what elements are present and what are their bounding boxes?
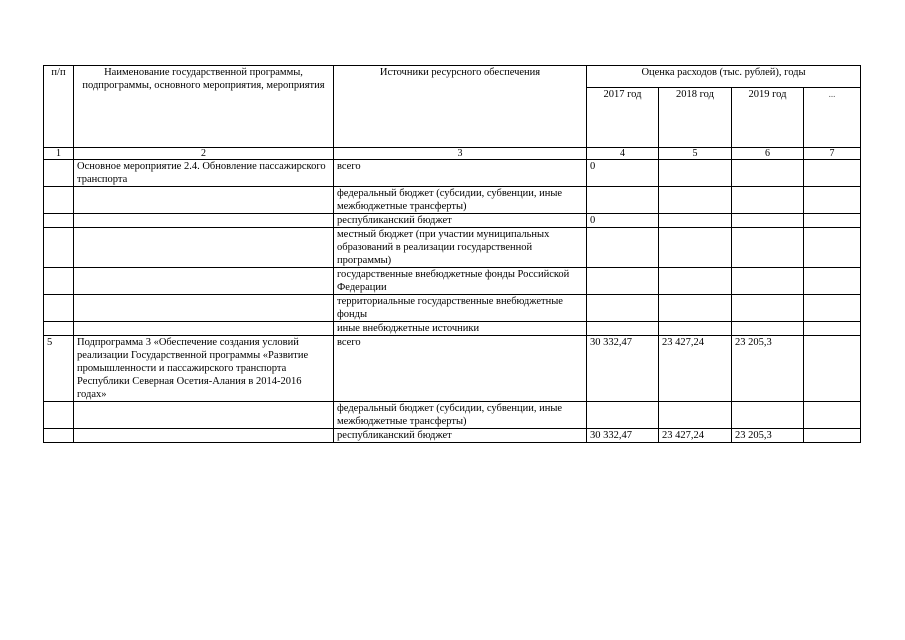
row-value-2019: [732, 402, 804, 429]
row-value-2019: [732, 322, 804, 336]
row-value-2017: [587, 295, 659, 322]
row-value-2018: [659, 214, 732, 228]
row-value-more: [804, 214, 861, 228]
row-value-2018: [659, 160, 732, 187]
row-value-2019: 23 205,3: [732, 336, 804, 402]
header-year-2017: 2017 год: [587, 88, 659, 148]
row-source: государственные внебюджетные фонды Российской Федерации: [334, 268, 587, 295]
row-value-2019: [732, 214, 804, 228]
header-row-1: [44, 66, 861, 88]
row-value-2017: 30 332,47: [587, 429, 659, 443]
row-name: [74, 228, 334, 268]
row-value-2019: [732, 160, 804, 187]
row-num: 5: [44, 336, 74, 402]
budget-table: [43, 65, 861, 443]
row-value-more: [804, 295, 861, 322]
row-source: федеральный бюджет (субсидии, субвенции, иные межбюджетные трансферты): [334, 402, 587, 429]
row-value-more: [804, 402, 861, 429]
row-value-2018: [659, 295, 732, 322]
row-name: [74, 187, 334, 214]
header-year-more: ...: [804, 88, 861, 148]
header-year-2019: 2019 год: [732, 88, 804, 148]
header-estimate: Оценка расходов (тыс. рублей), годы: [587, 66, 861, 88]
header-year-2018: 2018 год: [659, 88, 732, 148]
row-value-2018: 23 427,24: [659, 429, 732, 443]
row-value-2017: 0: [587, 214, 659, 228]
row-value-2019: [732, 187, 804, 214]
header-num: п/п: [44, 66, 74, 148]
table-row: [44, 160, 861, 187]
column-number: 6: [732, 148, 804, 160]
row-name: Основное мероприятие 2.4. Обновление пассажирского транспорта: [74, 160, 334, 187]
header-sources: Источники ресурсного обеспечения: [334, 66, 587, 148]
row-num: [44, 160, 74, 187]
column-number: 1: [44, 148, 74, 160]
row-source: федеральный бюджет (субсидии, субвенции, иные межбюджетные трансферты): [334, 187, 587, 214]
row-value-2017: [587, 322, 659, 336]
header-name: Наименование государственной программы, подпрограммы, основного мероприятия, мероприятия: [74, 66, 334, 148]
row-num: [44, 322, 74, 336]
table-row: [44, 295, 861, 322]
row-num: [44, 268, 74, 295]
row-source: местный бюджет (при участии муниципальных образований в реализации государственной программы): [334, 228, 587, 268]
row-source: республиканский бюджет: [334, 214, 587, 228]
row-value-more: [804, 268, 861, 295]
column-number: 2: [74, 148, 334, 160]
row-value-2018: [659, 322, 732, 336]
row-value-2019: [732, 295, 804, 322]
row-value-more: [804, 336, 861, 402]
row-num: [44, 429, 74, 443]
row-value-2017: [587, 268, 659, 295]
column-number: 4: [587, 148, 659, 160]
row-value-more: [804, 228, 861, 268]
table-row: [44, 336, 861, 402]
table-body: [44, 160, 861, 443]
row-value-2017: [587, 402, 659, 429]
table-row: [44, 187, 861, 214]
row-value-2018: [659, 268, 732, 295]
row-value-more: [804, 160, 861, 187]
row-value-2018: [659, 228, 732, 268]
row-value-2017: [587, 187, 659, 214]
table-row: [44, 268, 861, 295]
row-value-2019: 23 205,3: [732, 429, 804, 443]
row-value-2017: 0: [587, 160, 659, 187]
row-num: [44, 295, 74, 322]
row-num: [44, 228, 74, 268]
row-name: [74, 429, 334, 443]
column-number: 3: [334, 148, 587, 160]
row-name: Подпрограмма 3 «Обеспечение создания условий реализации Государственной программы «Развитие промышленности и пассажирского транспорта Республики Северная Осетия-Алания в 2014-2016 годах»: [74, 336, 334, 402]
row-num: [44, 402, 74, 429]
row-source: республиканский бюджет: [334, 429, 587, 443]
row-value-2018: 23 427,24: [659, 336, 732, 402]
row-value-2019: [732, 268, 804, 295]
row-num: [44, 214, 74, 228]
row-source: всего: [334, 160, 587, 187]
column-number: 7: [804, 148, 861, 160]
row-value-2018: [659, 402, 732, 429]
row-value-2018: [659, 187, 732, 214]
row-source: иные внебюджетные источники: [334, 322, 587, 336]
table-row: [44, 228, 861, 268]
column-number: 5: [659, 148, 732, 160]
table-row: [44, 402, 861, 429]
row-num: [44, 187, 74, 214]
row-name: [74, 402, 334, 429]
row-name: [74, 295, 334, 322]
row-value-more: [804, 429, 861, 443]
row-value-2017: [587, 228, 659, 268]
table-row: [44, 322, 861, 336]
row-value-more: [804, 187, 861, 214]
row-name: [74, 268, 334, 295]
row-value-2017: 30 332,47: [587, 336, 659, 402]
row-source: территориальные государственные внебюджетные фонды: [334, 295, 587, 322]
table-row: [44, 429, 861, 443]
row-name: [74, 322, 334, 336]
row-value-2019: [732, 228, 804, 268]
row-source: всего: [334, 336, 587, 402]
table-row: [44, 214, 861, 228]
row-name: [74, 214, 334, 228]
column-number-row: [44, 148, 861, 160]
row-value-more: [804, 322, 861, 336]
